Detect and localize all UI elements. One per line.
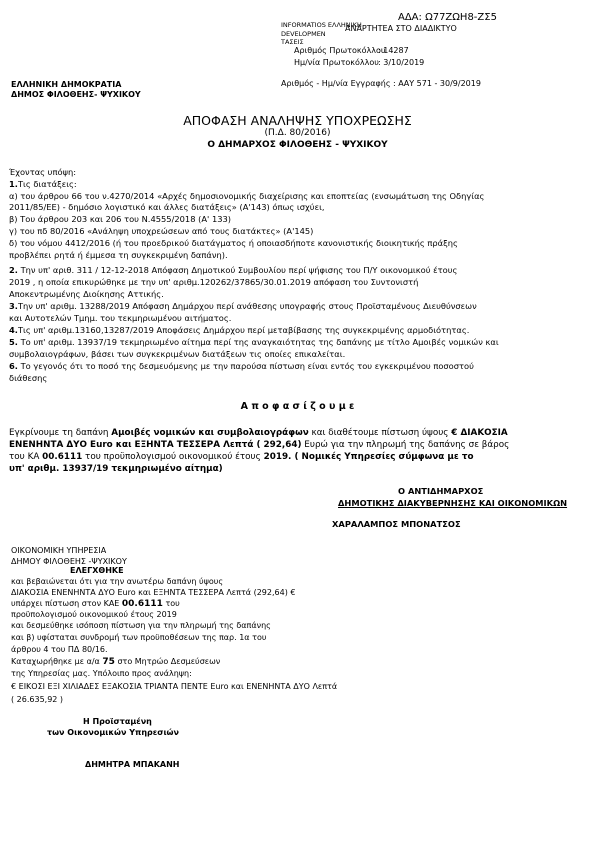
consideration-line: 2019 , η οποία επικυρώθηκε με την υπ' αριθμ.120262/37865/30.01.2019 απόφαση του Συντονιστή	[9, 277, 419, 287]
org-line: ΔΗΜΟΣ ΦΙΛΟΘΕΗΣ- ΨΥΧΙΚΟΥ	[11, 90, 141, 99]
stamp-line: DEVELOPMEN	[281, 30, 326, 38]
consideration-line	[9, 179, 77, 189]
decision-text: και διαθέτουμε πίστωση ύψους	[308, 428, 452, 438]
finance-head-title: Η Προϊσταμένη	[83, 717, 152, 726]
finance-line: ΔΙΑΚΟΣΙΑ ΕΝΕΝΗΝΤΑ ΔΥΟ Euro και ΕΞΗΝΤΑ ΤΕΣΣΕΡΑ Λεπτά (292,64) €	[11, 588, 296, 597]
item-text: Το γεγονός ότι το ποσό της δεσμευόμενης με την παρούσα πίστωση είναι εντός του εγκεκριμένου ποσοστού	[17, 361, 474, 371]
finance-text: του	[162, 599, 180, 608]
consideration-line: γ) του πδ 80/2016 «Ανάληψη υποχρεώσεων από τους διατάκτες» (Α'145)	[9, 226, 314, 236]
decision-line	[9, 428, 508, 438]
org-line: ΕΛΛΗΝΙΚΗ ΔΗΜΟΚΡΑΤΙΑ	[11, 80, 122, 89]
item-number: 1.	[9, 179, 18, 189]
finance-text: στο Μητρώο Δεσμεύσεων	[114, 657, 221, 666]
item-number: 4.	[9, 325, 18, 335]
consideration-line: διάθεσης	[9, 373, 48, 383]
decision-line	[9, 440, 509, 450]
amount-words: € ΔΙΑΚΟΣΙΑ	[451, 428, 508, 438]
signatory-title: Ο ΑΝΤΙΔΗΜΑΡΧΟΣ	[398, 486, 484, 496]
finance-line: και βεβαιώνεται ότι για την ανωτέρω δαπάνη ύψους	[11, 577, 224, 586]
consideration-line: β) Του άρθρου 203 και 206 του Ν.4555/2018 (Α' 133)	[9, 214, 232, 224]
consideration-line: 2011/85/ΕΕ) - δημόσιο λογιστικό και άλλες διατάξεις» (Α'143) όπως ισχύει,	[9, 202, 325, 212]
expense-title: Αμοιβές νομικών και συμβολαιογράφων	[111, 428, 309, 438]
considerations-intro: Έχοντας υπόψη:	[9, 167, 77, 177]
finance-head-name: ΔΗΜΗΤΡΑ ΜΠΑΚΑΝΗ	[85, 760, 180, 769]
consideration-line: α) του άρθρου 66 του ν.4270/2014 «Αρχές δημοσιονομικής διαχείρισης και εποπτείας (ενσωμάτωση της Οδηγίας	[9, 191, 485, 201]
protocol-number: : 14287	[378, 46, 409, 55]
decision-year-note: 2019. ( Νομικές Υπηρεσίες σύμφωνα με το	[263, 452, 474, 462]
decision-text: Ευρώ για την πληρωμή της δαπάνης σε βάρος	[301, 440, 510, 450]
finance-line: € ΕΙΚΟΣΙ ΕΞΙ ΧΙΛΙΑΔΕΣ ΕΞΑΚΟΣΙΑ ΤΡΙΑΝΤΑ ΠΕΝΤΕ Euro και ΕΝΕΝΗΝΤΑ ΔΥΟ Λεπτά	[11, 682, 338, 691]
budget-code: 00.6111	[42, 452, 83, 462]
finance-line: και δεσμεύθηκε ισόποση πίστωση για την πληρωμή της δαπάνης	[11, 621, 271, 630]
item-number: 5.	[9, 337, 18, 347]
finance-text: υπάρχει πίστωση στον ΚΑΕ	[11, 599, 122, 608]
protocol-date: : 3/10/2019	[378, 58, 425, 67]
item-number: 3.	[9, 301, 18, 311]
registry-line: Αριθμός - Ημ/νία Εγγραφής : ΑΑΥ 571 - 30/9/2019	[281, 79, 481, 88]
consideration-line: και Αυτοτελών Τμημ. του τεκμηριωμένου αιτήματος.	[9, 313, 232, 323]
item-text: Το υπ' αριθμ. 13937/19 τεκμηριωμένο αίτημα περί της αναγκαιότητας της δαπάνης με τίτλο Αμοιβές νομικών και	[17, 337, 499, 347]
decision-line	[9, 452, 474, 462]
finance-line: ΔΗΜΟΥ ΦΙΛΟΘΕΗΣ -ΨΥΧΙΚΟΥ	[11, 557, 127, 566]
stamp-line: ΤΑΣΕΙΣ	[281, 38, 304, 46]
item-number: 6.	[9, 361, 18, 371]
decision-text: Εγκρίνουμε τη δαπάνη	[9, 428, 112, 438]
finance-line: προϋπολογισμού οικονομικού έτους 2019	[11, 610, 177, 619]
finance-line: και β) υφίσταται συνδρομή των προϋποθέσεων της παρ. 1α του	[11, 633, 267, 642]
amount-words: ΕΝΕΝΗΝΤΑ ΔΥΟ Euro και ΕΞΗΝΤΑ ΤΕΣΣΕΡΑ Λεπτά ( 292,64)	[9, 440, 302, 450]
consideration-line: προβλέπει ρητά ή έμμεσα τη συγκεκριμένη δαπάνη).	[9, 250, 228, 260]
decision-line: υπ' αριθμ. 13937/19 τεκμηριωμένο αίτημα)	[9, 464, 223, 474]
finance-line	[11, 599, 180, 609]
finance-checked: ΕΛΕΓΧΘΗΚΕ	[70, 566, 124, 575]
document-law: (Π.Δ. 80/2016)	[264, 128, 331, 138]
item-text: Τις υπ' αριθμ.13160,13287/2019 Αποφάσεις Δημάρχου περί μεταβίβασης της συγκεκριμένης αρμοδιότητας.	[17, 325, 470, 335]
decision-text: του προϋπολογισμού οικονομικού έτους	[82, 452, 264, 462]
budget-code: 00.6111	[121, 599, 163, 609]
item-number: 2.	[9, 265, 18, 275]
ada-code: ΑΔΑ: Ω77ΖΩΗ8-ΖΣ5	[398, 12, 497, 23]
item-text: Τις διατάξεις:	[17, 179, 77, 189]
signatory-department: ΔΗΜΟΤΙΚΗΣ ΔΙΑΚΥΒΕΡΝΗΣΗΣ ΚΑΙ ΟΙΚΟΝΟΜΙΚΩΝ	[338, 498, 568, 508]
finance-head-department: των Οικονομικών Υπηρεσιών	[47, 728, 179, 737]
finance-line: άρθρου 4 του ΠΔ 80/16.	[11, 645, 108, 654]
finance-line	[11, 657, 220, 667]
stamp-line: INFORMATIOS ΕΛΛΗΝΙΚΗ	[281, 21, 362, 29]
finance-line: ΟΙΚΟΝΟΜΙΚΗ ΥΠΗΡΕΣΙΑ	[11, 546, 107, 555]
consideration-line	[9, 301, 477, 311]
consideration-line	[9, 265, 457, 275]
decision-text: του ΚΑ	[9, 452, 43, 462]
decision-heading: Α π ο φ α σ ί ζ ο υ μ ε	[240, 401, 355, 412]
document-issuer: Ο ΔΗΜΑΡΧΟΣ ΦΙΛΟΘΕΗΣ - ΨΥΧΙΚΟΥ	[207, 140, 388, 150]
posted-stamp: ΑΝΑΡΤΗΤΕΑ ΣΤΟ ΔΙΑΔΙΚΤΥΟ	[345, 24, 457, 33]
item-text: Την υπ' αριθμ. 13288/2019 Απόφαση Δημάρχου περί ανάθεσης υπογραφής στους Προϊσταμένους Διευθύνσεων	[17, 301, 477, 311]
signatory-name: ΧΑΡΑΛΑΜΠΟΣ ΜΠΟΝΑΤΣΟΣ	[332, 519, 461, 529]
registry-entry-number: 75	[102, 657, 115, 667]
finance-text: Καταχωρήθηκε με α/α	[11, 657, 103, 666]
consideration-line: δ) του νόμου 4412/2016 (ή του προεδρικού διατάγματος ή οποιασδήποτε κανονιστικής διοικητικής πράξης	[9, 238, 458, 248]
consideration-line: Αποκεντρωμένης Διοίκησης Αττικής.	[9, 289, 164, 299]
document-title: ΑΠΟΦΑΣΗ ΑΝΑΛΗΨΗΣ ΥΠΟΧΡΕΩΣΗΣ	[183, 113, 412, 128]
consideration-line	[9, 325, 469, 335]
consideration-line	[9, 361, 474, 371]
item-text: Την υπ' αριθ. 311 / 12-12-2018 Απόφαση Δημοτικού Συμβουλίου περί ψήφισης του Π/Υ οικονομικού έτους	[17, 265, 458, 275]
protocol-date-label: Ημ/νία Πρωτοκόλλου	[294, 58, 379, 67]
finance-line: της Υπηρεσίας μας. Υπόλοιπο προς ανάληψη:	[11, 669, 192, 678]
consideration-line: συμβολαιογράφων, βάσει των συγκεκριμένων διατάξεων τις οποίες επικαλείται.	[9, 349, 346, 359]
protocol-number-label: Αριθμός Πρωτοκόλλου	[294, 46, 386, 55]
finance-line: ( 26.635,92 )	[11, 695, 64, 704]
consideration-line	[9, 337, 499, 347]
